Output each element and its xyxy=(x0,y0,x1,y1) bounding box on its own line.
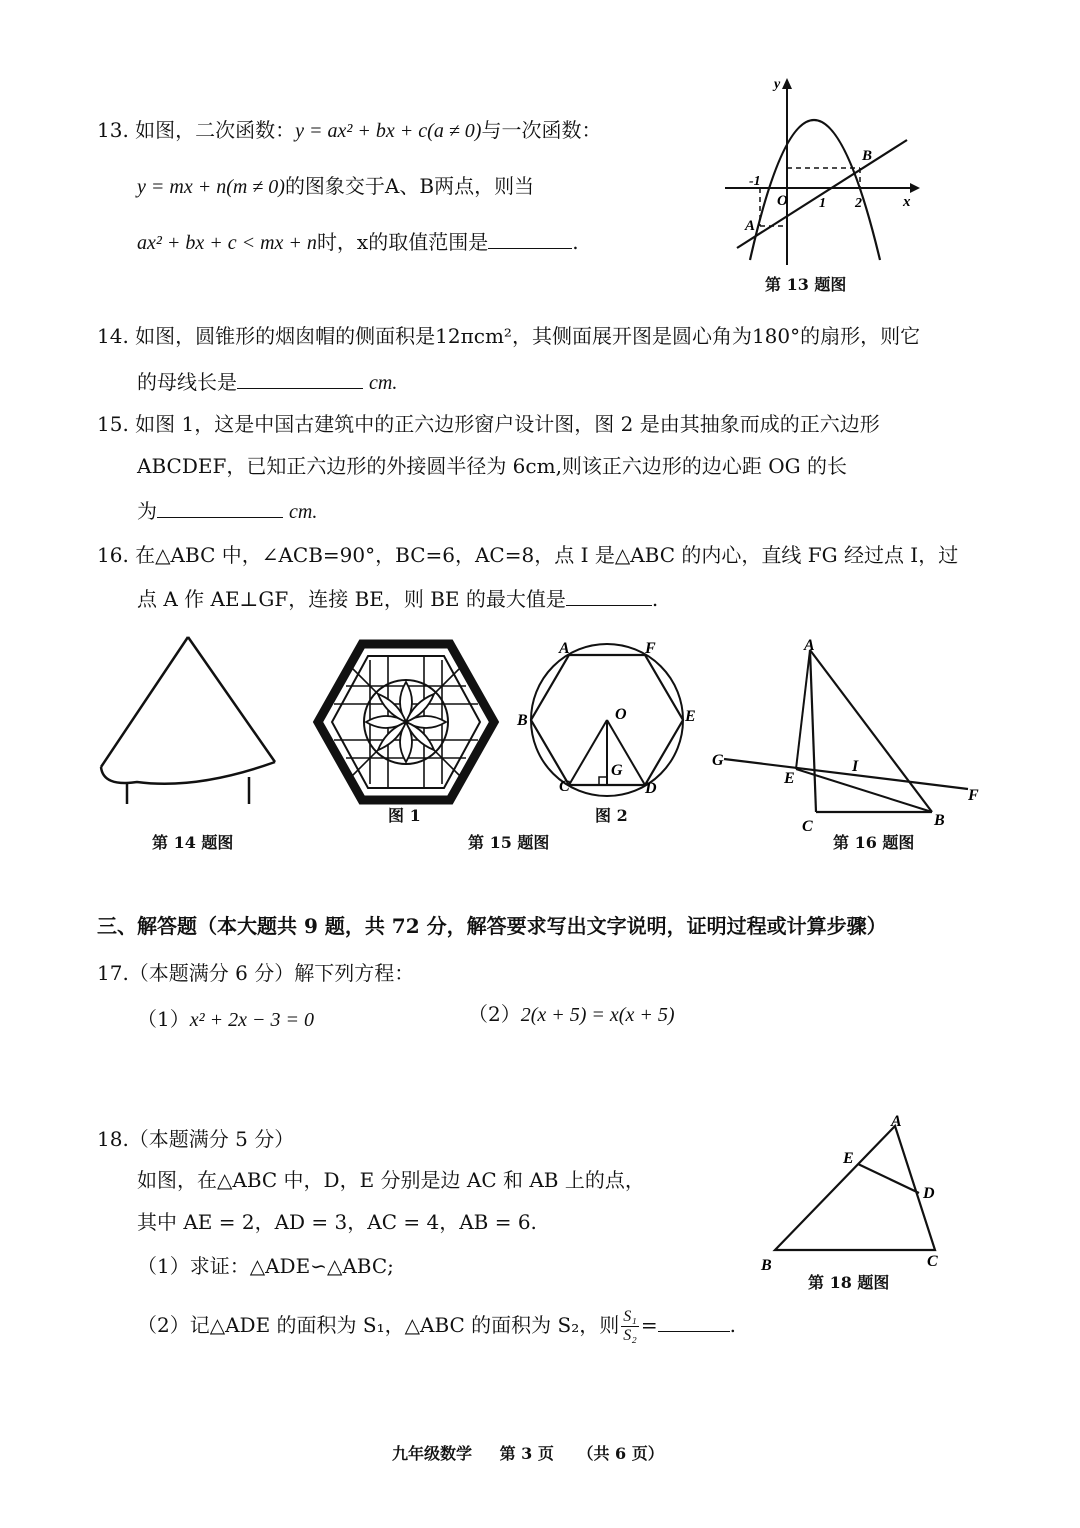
q16-end: . xyxy=(651,587,659,611)
q13-parabola xyxy=(750,120,880,260)
q13-y-arrow xyxy=(782,78,792,89)
q15-number: 15. xyxy=(97,412,129,436)
q15-fig2-label: 图 2 xyxy=(595,806,628,825)
q18-label-c: C xyxy=(927,1253,938,1270)
q18-segment-ed xyxy=(858,1164,919,1193)
q15-line-1 xyxy=(97,410,880,438)
q13-number: 13. xyxy=(97,118,129,142)
q15-flower xyxy=(366,682,446,762)
q16-text-1: 在△ABC 中，∠ACB=90°，BC=6，AC=8，点 I 是△ABC 的内心，直线 FG 经过点 I，过 xyxy=(135,543,959,567)
q18-label-e: E xyxy=(843,1150,854,1167)
q13-caption: 第 13 题图 xyxy=(765,275,847,294)
q13-figure xyxy=(725,75,925,275)
q15-line-3 xyxy=(137,497,317,526)
q15-label-o: O xyxy=(615,706,627,723)
q13-tick-1: 1 xyxy=(819,196,826,211)
q18-line-2: 其中 AE = 2，AD = 3，AC = 4，AB = 6. xyxy=(137,1210,537,1234)
q16-label-g: G xyxy=(712,752,724,769)
q13-text-d: 时，x的取值范围是 xyxy=(316,230,489,254)
q16-line-1 xyxy=(97,541,958,569)
q15-text-1: 如图 1，这是中国古建筑中的正六边形窗户设计图，图 2 是由其抽象而成的正六边形 xyxy=(135,412,880,436)
q14-unit: cm. xyxy=(369,372,398,394)
q18-fraction xyxy=(621,1308,639,1345)
q18-label-a: A xyxy=(891,1113,902,1130)
q18-label-d: D xyxy=(923,1185,935,1202)
q13-point-b: B xyxy=(862,148,873,164)
section3-title: 三、解答题（本大题共 9 题，共 72 分，解答要求写出文字说明，证明过程或计算步骤） xyxy=(97,914,887,938)
q16-figure xyxy=(710,635,990,835)
footer-page-number: 第 3 页 xyxy=(499,1444,554,1463)
q16-line-2 xyxy=(137,585,658,613)
q13-tick-2: 2 xyxy=(855,196,862,211)
q14-line-2 xyxy=(137,368,397,397)
q13-linear-formula: y = mx + n(m ≠ 0) xyxy=(137,176,285,198)
q15-figure-2 xyxy=(515,635,705,805)
q13-point-a: A xyxy=(745,218,756,234)
q14-number: 14. xyxy=(97,324,129,348)
footer-total-pages: （共 6 页） xyxy=(577,1444,664,1463)
q15-label-g: G xyxy=(611,762,623,779)
page-footer xyxy=(392,1440,664,1468)
q15-label-b: B xyxy=(517,712,528,729)
q13-x-label: x xyxy=(903,194,911,210)
q17-p1-equation: x² + 2x − 3 = 0 xyxy=(189,1009,314,1031)
footer-subject: 九年级数学 xyxy=(392,1444,473,1463)
q14-caption: 第 14 题图 xyxy=(152,833,234,852)
q17-p1-label: （1） xyxy=(137,1007,190,1031)
q13-text: 如图，二次函数： xyxy=(135,118,296,142)
q15-text-3: 为 xyxy=(137,499,157,523)
q16-answer-blank[interactable] xyxy=(566,587,652,606)
q13-x-arrow xyxy=(910,183,920,193)
q18-caption: 第 18 题图 xyxy=(808,1273,890,1292)
q14-text-2: 的母线长是 xyxy=(137,370,237,394)
q18-heading: 18.（本题满分 5 分） xyxy=(97,1127,295,1151)
q17-part-1 xyxy=(137,1005,314,1034)
q15-label-f: F xyxy=(645,640,656,657)
q14-text-1: 如图，圆锥形的烟囱帽的侧面积是12πcm²，其侧面展开图是圆心角为180°的扇形，则它 xyxy=(135,324,921,348)
q14-line-1 xyxy=(97,322,920,350)
q17-p2-equation: 2(x + 5) = x(x + 5) xyxy=(520,1004,675,1026)
q17-p2-label: （2） xyxy=(468,1002,521,1026)
q18-end: . xyxy=(729,1313,736,1337)
q18-p2-text: （2）记△ADE 的面积为 S₁，△ABC 的面积为 S₂，则 xyxy=(137,1313,620,1337)
q15-label-c: C xyxy=(559,778,570,795)
q16-number: 16. xyxy=(97,543,129,567)
q15-unit: cm. xyxy=(289,501,318,523)
q14-figure xyxy=(97,632,287,807)
q13-end: . xyxy=(572,230,579,254)
q13-line-2 xyxy=(137,172,534,201)
q14-cone-sides xyxy=(101,637,275,767)
q13-text-b: 与一次函数： xyxy=(481,118,602,142)
q13-origin-label: O xyxy=(777,193,788,209)
q13-line-1 xyxy=(97,116,601,145)
q18-line-1: 如图，在△ABC 中，D，E 分别是边 AC 和 AB 上的点， xyxy=(137,1168,645,1192)
q15-fig1-label: 图 1 xyxy=(388,806,421,825)
q16-caption: 第 16 题图 xyxy=(833,833,915,852)
q15-segment-oc xyxy=(569,720,607,785)
q16-label-e: E xyxy=(784,770,795,787)
q18-frac-den: S₂ xyxy=(623,1327,637,1344)
q16-text-2: 点 A 作 AE⊥GF，连接 BE，则 BE 的最大值是 xyxy=(137,587,566,611)
q15-answer-blank[interactable] xyxy=(157,499,283,518)
q15-label-d: D xyxy=(645,780,657,797)
q15-figure-1 xyxy=(312,640,502,815)
q16-side-ab xyxy=(810,650,932,812)
q15-caption: 第 15 题图 xyxy=(468,833,550,852)
q16-label-f: F xyxy=(968,787,979,804)
q16-segment-ae xyxy=(796,650,810,769)
q18-part-2 xyxy=(137,1302,736,1348)
q14-answer-blank[interactable] xyxy=(237,370,363,389)
q13-quadratic-formula: y = ax² + bx + c(a ≠ 0) xyxy=(295,120,482,142)
q13-answer-blank[interactable] xyxy=(488,230,572,249)
q16-label-i: I xyxy=(852,758,859,775)
q18-answer-blank[interactable] xyxy=(658,1313,730,1332)
q13-inequality: ax² + bx + c < mx + n xyxy=(137,232,317,254)
q17-heading: 17.（本题满分 6 分）解下列方程： xyxy=(97,961,415,985)
q18-equals: = xyxy=(640,1313,658,1337)
q16-label-a: A xyxy=(804,637,815,654)
q15-text-2: ABCDEF，已知正六边形的外接圆半径为 6cm,则该正六边形的边心距 OG 的长 xyxy=(137,454,848,478)
q16-label-c: C xyxy=(802,818,813,835)
q18-frac-num: S₁ xyxy=(623,1308,637,1325)
q13-line xyxy=(737,140,907,248)
q16-side-ac xyxy=(810,650,816,812)
q15-label-e: E xyxy=(685,708,696,725)
q15-right-angle xyxy=(599,777,607,785)
q18-figure xyxy=(755,1110,975,1280)
q15-line-2 xyxy=(137,452,847,480)
q13-text-c: 的图象交于A、B两点，则当 xyxy=(284,174,535,198)
q13-line-3 xyxy=(137,228,579,257)
q18-label-b: B xyxy=(761,1257,772,1274)
q13-tick-neg1: -1 xyxy=(749,174,761,189)
q17-part-2 xyxy=(468,1000,675,1029)
q16-label-b: B xyxy=(934,812,945,829)
q18-part-1: （1）求证：△ADE∽△ABC; xyxy=(137,1254,394,1278)
q15-label-a: A xyxy=(559,640,570,657)
q13-y-label: y xyxy=(774,77,781,92)
